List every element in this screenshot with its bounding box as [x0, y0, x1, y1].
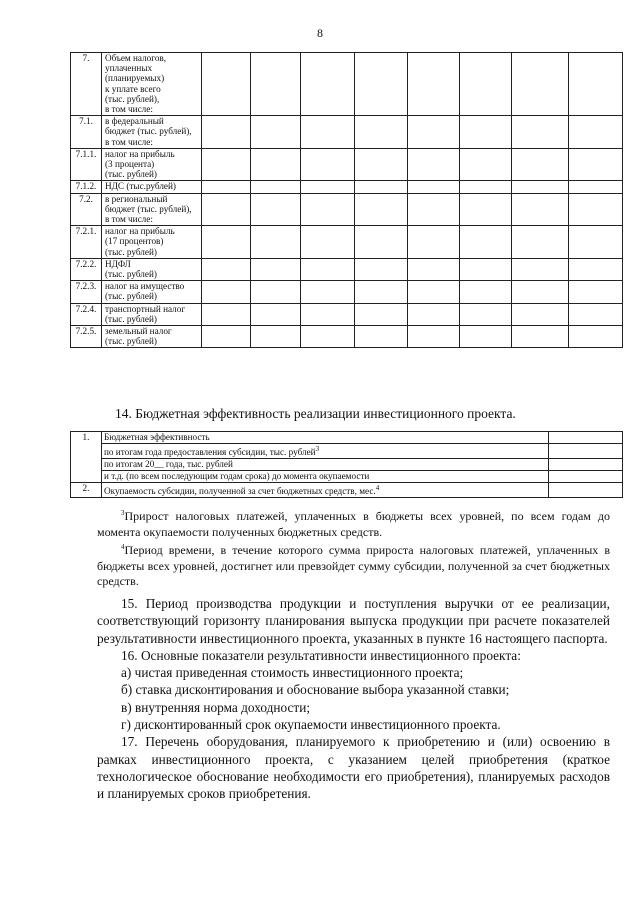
eff-sub-row: по итогам года предоставления субсидии, тыс. рублей$^3$ [102, 444, 549, 459]
value-cell [569, 226, 623, 259]
eff-sub-row: по итогам 20__ года, тыс. рублей [102, 459, 549, 471]
table-row [71, 303, 623, 325]
tax-volume-table [70, 52, 623, 348]
value-cell [408, 181, 460, 193]
row-label: в региональный бюджет (тыс. рублей), в том числе: [102, 193, 202, 226]
table-row [71, 116, 623, 149]
row-label: налог на прибыль (17 процентов) (тыс. рублей) [102, 226, 202, 259]
value-cell [460, 326, 512, 348]
value-cell [569, 148, 623, 181]
value-cell [202, 181, 251, 193]
value-cell [202, 303, 251, 325]
value-cell [251, 281, 301, 303]
row-label: транспортный налог (тыс. рублей) [102, 303, 202, 325]
row-label: налог на имущество (тыс. рублей) [102, 281, 202, 303]
eff-row-number: 1. [71, 432, 102, 483]
value-cell [512, 181, 569, 193]
value-cell [408, 258, 460, 280]
value-cell [512, 193, 569, 226]
row-label: НДФЛ (тыс. рублей) [102, 258, 202, 280]
value-cell [251, 226, 301, 259]
value-cell [355, 326, 408, 348]
value-cell [512, 326, 569, 348]
row-number: 7.1.2. [71, 181, 102, 193]
value-cell [408, 193, 460, 226]
value-cell [301, 53, 355, 116]
row-label: НДС (тыс.рублей) [102, 181, 202, 193]
table-row [71, 281, 623, 303]
value-cell [569, 181, 623, 193]
value-cell [301, 148, 355, 181]
value-cell [301, 193, 355, 226]
row-number: 7.2.3. [71, 281, 102, 303]
eff-row-title: Бюджетная эффективность [102, 432, 549, 444]
row-label: Объем налогов, уплаченных (планируемых) к уплате всего (тыс. рублей), в том числе: [102, 53, 202, 116]
row-number: 7. [71, 53, 102, 116]
paragraph-16a: а) чистая приведенная стоимость инвестиционного проекта; [121, 665, 464, 681]
value-cell [202, 226, 251, 259]
value-cell [408, 303, 460, 325]
eff-row-title: Окупаемость субсидии, полученной за счет бюджетных средств, мес.$^4$ [102, 483, 549, 498]
value-cell [460, 226, 512, 259]
table-row [71, 53, 623, 116]
row-label: налог на прибыль (3 процента) (тыс. рублей) [102, 148, 202, 181]
value-cell [512, 148, 569, 181]
value-cell [460, 303, 512, 325]
table-row [71, 258, 623, 280]
value-cell [202, 116, 251, 149]
paragraph-16c: в) внутренняя норма доходности; [121, 699, 311, 715]
footnote-3: $^3$Прирост налоговых платежей, уплаченных в бюджеты всех уровней, по всем годам до момента окупаемости полученных бюджетных средств. [97, 509, 610, 539]
row-label: в федеральный бюджет (тыс. рублей), в том числе: [102, 116, 202, 149]
value-cell [408, 326, 460, 348]
value-cell [355, 148, 408, 181]
value-cell [251, 53, 301, 116]
value-cell [512, 303, 569, 325]
row-number: 7.1. [71, 116, 102, 149]
value-cell [355, 181, 408, 193]
value-cell [355, 53, 408, 116]
value-cell [301, 181, 355, 193]
eff-sub-row: и т.д. (по всем последующим годам срока) до момента окупаемости [102, 471, 549, 483]
row-number: 7.2.4. [71, 303, 102, 325]
value-cell [569, 53, 623, 116]
paragraph-15: 15. Период производства продукции и поступления выручки от ее реализации, соответствующий горизонту планирования выпуска продукции при расчете показателей результативности инвестиционного проекта, указанных в пункте 16 настоящего паспорта. [97, 596, 610, 646]
value-cell [460, 181, 512, 193]
value-cell [251, 326, 301, 348]
value-cell [512, 116, 569, 149]
table-row [71, 326, 623, 348]
body-text [97, 595, 610, 803]
value-cell [301, 281, 355, 303]
row-number: 7.2.5. [71, 326, 102, 348]
table-row [71, 181, 623, 193]
value-cell [355, 226, 408, 259]
row-label: земельный налог (тыс. рублей) [102, 326, 202, 348]
value-cell [251, 303, 301, 325]
table-row [71, 148, 623, 181]
value-cell [460, 281, 512, 303]
value-cell [355, 258, 408, 280]
value-cell [301, 258, 355, 280]
value-cell [408, 148, 460, 181]
value-cell [355, 116, 408, 149]
value-cell [251, 193, 301, 226]
value-cell [512, 226, 569, 259]
paragraph-16d: г) дисконтированный срок окупаемости инвестиционного проекта. [121, 717, 501, 733]
table-row [71, 226, 623, 259]
footnote-4: $^4$Период времени, в течение которого сумма прироста налоговых платежей, уплаченных в бюджеты всех уровней, достигнет или превзойдет сумму субсидии, полученной за счет бюджетных средств. [97, 543, 610, 588]
budget-efficiency-table [70, 431, 623, 498]
value-cell [251, 116, 301, 149]
eff-row-number: 2. [71, 483, 102, 498]
value-cell [569, 303, 623, 325]
eff-value-cell [549, 459, 623, 471]
value-cell [408, 53, 460, 116]
value-cell [569, 258, 623, 280]
value-cell [202, 326, 251, 348]
paragraph-17: 17. Перечень оборудования, планируемого к приобретению и (или) освоению в рамках инвестиционного проекта, с указанием целей приобретения (краткое технологическое обоснование необходимости его приобретения), планируемых расходов и планируемых сроков приобретения. [97, 734, 610, 802]
row-number: 7.2.2. [71, 258, 102, 280]
value-cell [460, 116, 512, 149]
value-cell [202, 258, 251, 280]
paragraph-16: 16. Основные показатели результативности инвестиционного проекта: [121, 647, 521, 663]
page-number: 8 [317, 26, 323, 40]
value-cell [202, 193, 251, 226]
value-cell [251, 181, 301, 193]
value-cell [460, 193, 512, 226]
value-cell [202, 281, 251, 303]
section-14-title: 14. Бюджетная эффективность реализации инвестиционного проекта. [115, 406, 516, 421]
value-cell [301, 303, 355, 325]
value-cell [202, 148, 251, 181]
value-cell [569, 193, 623, 226]
eff-value-cell [549, 444, 623, 459]
row-number: 7.1.1. [71, 148, 102, 181]
row-number: 7.2. [71, 193, 102, 226]
value-cell [251, 148, 301, 181]
value-cell [251, 258, 301, 280]
value-cell [569, 326, 623, 348]
value-cell [355, 303, 408, 325]
value-cell [301, 326, 355, 348]
value-cell [460, 258, 512, 280]
value-cell [569, 281, 623, 303]
value-cell [512, 258, 569, 280]
value-cell [408, 226, 460, 259]
value-cell [460, 53, 512, 116]
value-cell [408, 116, 460, 149]
value-cell [355, 193, 408, 226]
value-cell [512, 281, 569, 303]
value-cell [512, 53, 569, 116]
value-cell [460, 148, 512, 181]
eff-value-cell [549, 432, 623, 444]
value-cell [202, 53, 251, 116]
table-row [71, 193, 623, 226]
value-cell [301, 226, 355, 259]
paragraph-16b: б) ставка дисконтирования и обоснование выбора указанной ставки; [121, 682, 510, 698]
eff-value-cell [549, 471, 623, 483]
value-cell [355, 281, 408, 303]
value-cell [569, 116, 623, 149]
value-cell [301, 116, 355, 149]
row-number: 7.2.1. [71, 226, 102, 259]
eff-value-cell [549, 483, 623, 498]
value-cell [408, 281, 460, 303]
